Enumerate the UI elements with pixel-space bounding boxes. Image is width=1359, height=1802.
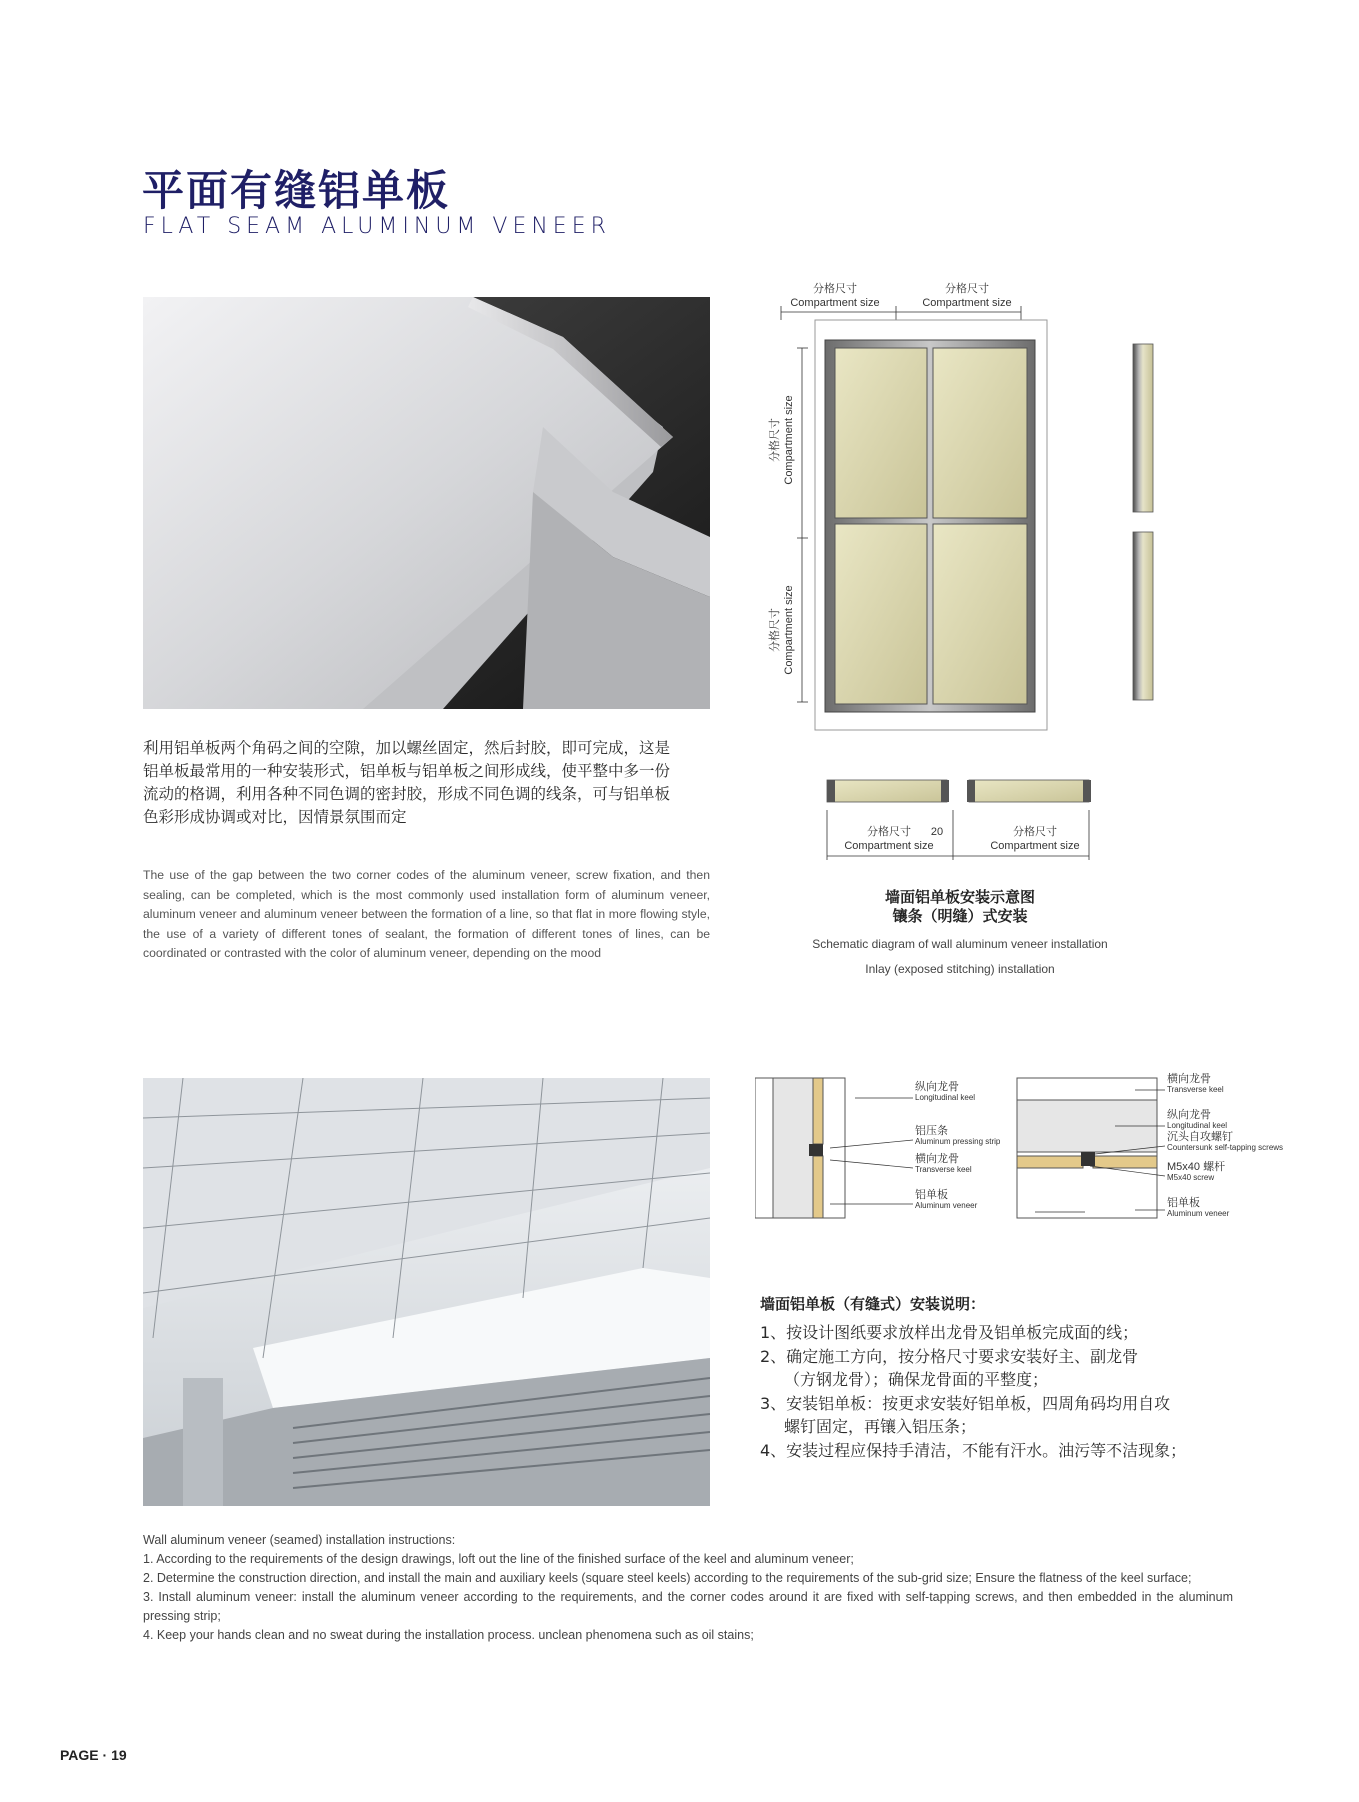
right-label-2-cn: 纵向龙骨	[1167, 1109, 1211, 1121]
description-cn-line: 色彩形成协调或对比，因情景氛围而定	[143, 808, 407, 826]
instructions-list	[760, 1321, 1240, 1462]
instructions-en	[143, 1531, 1233, 1645]
aluminum-panel-photo	[143, 297, 710, 709]
instruction-item: 螺钉固定，再镶入铝压条；	[784, 1417, 977, 1436]
right-label-5-en: Aluminum veneer	[1167, 1209, 1230, 1218]
right-label-1-en: Transverse keel	[1167, 1085, 1224, 1094]
right-label-3-en: Countersunk self-tapping screws	[1167, 1143, 1284, 1152]
left-label-2-cn: 铝压条	[915, 1125, 948, 1137]
ceiling-installation-photo	[143, 1078, 710, 1506]
left-label-3-en: Transverse keel	[915, 1165, 972, 1174]
gap-dim-label: 20	[930, 826, 944, 838]
instructions-title: 墙面铝单板（有缝式）安装说明：	[760, 1295, 986, 1313]
diagram1-caption-en	[770, 932, 1150, 982]
page-title: 平面有缝铝单板	[142, 166, 451, 215]
description-cn-line: 利用铝单板两个角码之间的空隙，加以螺丝固定，然后封胶，即可完成，这是	[143, 739, 671, 757]
description-cn-line: 流动的格调，利用各种不同色调的密封胶，形成不同色调的线条，可与铝单板	[143, 785, 671, 803]
diagram1-caption-cn-line1: 墙面铝单板安装示意图	[884, 888, 1035, 906]
section-details-diagram	[755, 1070, 1315, 1230]
instruction-item: 4、安装过程应保持手清洁，不能有汗水。油污等不洁现象；	[760, 1440, 1187, 1460]
left-label-2-en: Aluminum pressing strip	[915, 1137, 1001, 1146]
instruction-item: 3、安装铝单板：按更求安装好铝单板，四周角码均用自攻	[760, 1393, 1171, 1413]
instructions-en-title: Wall aluminum veneer (seamed) installation instructions:	[143, 1533, 456, 1547]
instructions-en-item: 3. Install aluminum veneer: install the aluminum veneer according to the requirements, and the corner codes around it are fixed with self-tapping screws, and then embedded in the aluminum pressing strip;	[143, 1590, 1233, 1623]
right-label-1-cn: 横向龙骨	[1167, 1073, 1211, 1085]
left-label-1-cn: 纵向龙骨	[915, 1081, 959, 1093]
description-cn-line: 铝单板最常用的一种安装形式，铝单板与铝单板之间形成线，使平整中多一份	[143, 762, 671, 780]
installation-schematic-diagram	[755, 280, 1165, 860]
top-dim-label-cn-1: 分格尺寸	[813, 283, 857, 295]
right-label-4-en: M5x40 screw	[1167, 1173, 1215, 1182]
instruction-item: 2、确定施工方向，按分格尺寸要求安装好主、副龙骨	[760, 1346, 1139, 1366]
right-label-2-en: Longitudinal keel	[1167, 1121, 1228, 1130]
right-label-4-cn: M5x40 螺杆	[1167, 1161, 1226, 1173]
diagram1-caption-cn-line2: 镶条（明缝）式安装	[892, 907, 1028, 925]
instruction-item: （方钢龙骨）；确保龙骨面的平整度；	[784, 1370, 1049, 1389]
top-dim-label-en-1: Compartment size	[790, 297, 880, 309]
left-dim-label-cn-2: 分格尺寸	[769, 608, 781, 652]
right-label-5-cn: 铝单板	[1167, 1197, 1200, 1209]
page-subtitle: FLAT SEAM ALUMINUM VENEER	[143, 214, 611, 239]
top-dim-label-cn-2: 分格尺寸	[945, 283, 989, 295]
page-number: PAGE · 19	[60, 1747, 127, 1763]
description-en: The use of the gap between the two corner codes of the aluminum veneer, screw fixation, and then sealing, can be completed, which is the most commonly used installation form of aluminum veneer, aluminum veneer and aluminum veneer between the formation of a line, so that flat in more flowing style, the use of a variety of different tones of sealant, the formation of different tones of lines, can be coordinated or contrasted with the color of aluminum veneer, depending on the mood	[143, 868, 710, 961]
description-cn	[143, 737, 721, 829]
left-label-3-cn: 横向龙骨	[915, 1153, 959, 1165]
bottom-dim-label-en-1: Compartment size	[844, 840, 934, 852]
right-label-3-cn: 沉头自攻螺钉	[1167, 1131, 1233, 1143]
left-dim-label-en-2: Compartment size	[783, 585, 795, 675]
diagram1-caption-cn	[840, 888, 1080, 926]
top-dim-label-en-2: Compartment size	[922, 297, 1012, 309]
instructions-en-item: 1. According to the requirements of the design drawings, loft out the line of the finished surface of the keel and aluminum veneer;	[143, 1552, 854, 1566]
diagram1-caption-en-line2: Inlay (exposed stitching) installation	[865, 962, 1055, 976]
bottom-dim-label-cn-1: 分格尺寸	[867, 826, 911, 838]
instructions-en-item: 4. Keep your hands clean and no sweat during the installation process. unclean phenomena such as oil stains;	[143, 1628, 754, 1642]
left-label-4-en: Aluminum veneer	[915, 1201, 978, 1210]
instruction-item: 1、按设计图纸要求放样出龙骨及铝单板完成面的线；	[760, 1323, 1139, 1342]
left-dim-label-en-1: Compartment size	[783, 395, 795, 485]
left-label-1-en: Longitudinal keel	[915, 1093, 976, 1102]
bottom-dim-label-en-2: Compartment size	[990, 840, 1080, 852]
instructions-en-item: 2. Determine the construction direction, and install the main and auxiliary keels (square steel keels) according to the requirements of the sub-grid size; Ensure the flatness of the keel surface;	[143, 1571, 1192, 1585]
diagram1-caption-en-line1: Schematic diagram of wall aluminum veneer installation	[812, 937, 1108, 951]
left-dim-label-cn-1: 分格尺寸	[769, 418, 781, 462]
bottom-dim-label-cn-2: 分格尺寸	[1013, 826, 1057, 838]
left-label-4-cn: 铝单板	[915, 1189, 948, 1201]
